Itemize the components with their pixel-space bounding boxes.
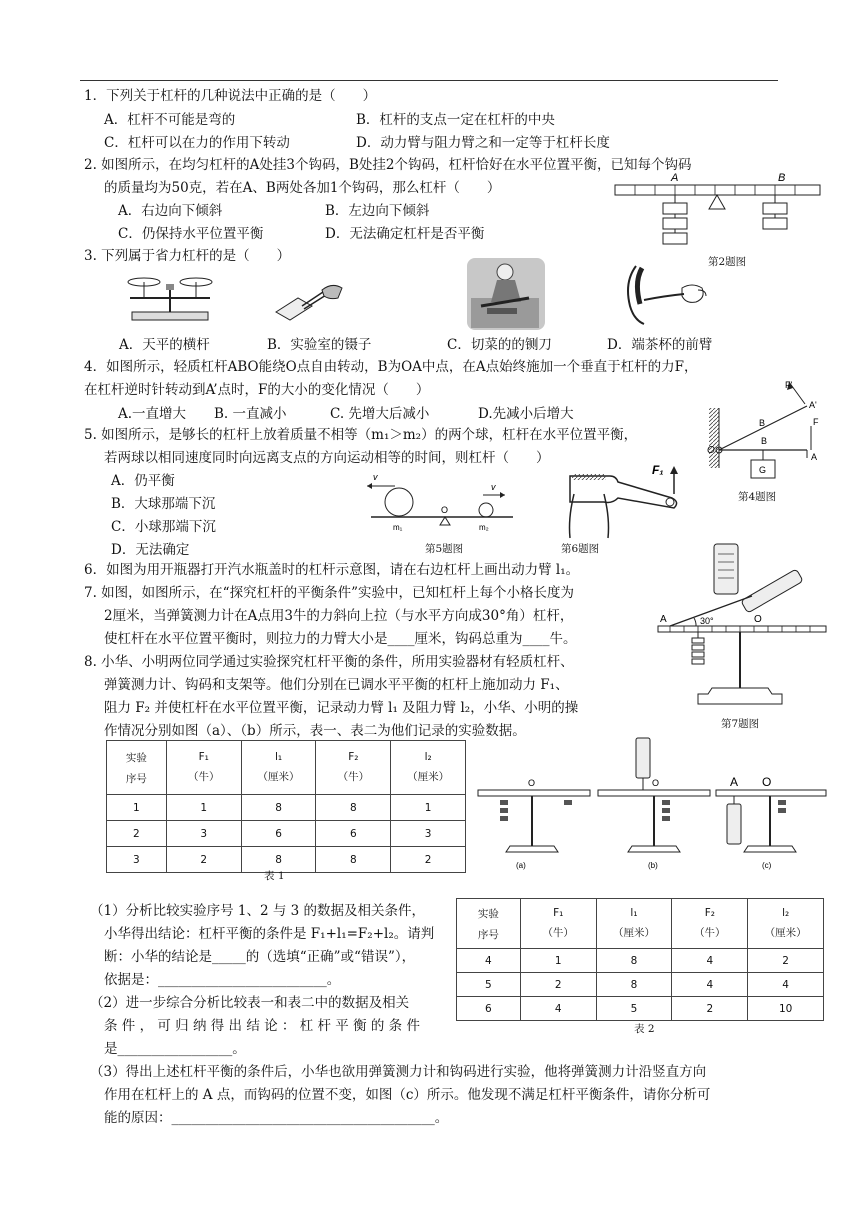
fig-c-label-a: A (730, 775, 739, 789)
hook-weight (663, 218, 687, 229)
balance-scale-image (120, 268, 220, 328)
q8-sub2-line1: （2）进一步综合分析比较表一和表二中的数据及相关 (90, 995, 410, 1011)
q6-caption: 第6题图 (561, 543, 600, 555)
q4-option-d: D.先减小后增大 (478, 406, 574, 422)
q4-stem-line1: 4．如图所示，轻质杠杆ABO能绕O点自由转动，B为OA中点，在A点始终施加一个垂直于杠杆的力F， (84, 359, 698, 375)
figure-a (478, 778, 590, 870)
q2-option-a: A．右边向下倾斜 (118, 203, 223, 219)
q7-figure (656, 542, 828, 714)
table-row: 5 2 8 4 4 (457, 973, 824, 997)
q7-label-o: O (754, 614, 762, 625)
q2-label-b: B (778, 172, 786, 184)
q1-option-b: B．杠杆的支点一定在杠杆的中央 (356, 112, 555, 128)
q8-sub3-line2: 作用在杠杆上的 A 点，而钩码的位置不变，如图（c）所示。他发现不满足杠杆平衡条件，请你分析可 (104, 1087, 711, 1103)
q2-label-a: A (671, 172, 679, 184)
q2-stem-line2: 的质量均为50克，若在A、B两处各加1个钩码，那么杠杆（ ） (104, 180, 501, 196)
q3-option-b: B．实验室的镊子 (267, 337, 372, 353)
table-row: 6 4 5 2 10 (457, 997, 824, 1021)
fig-a-label-o: O (528, 778, 536, 788)
q2-option-c: C．仍保持水平位置平衡 (118, 226, 264, 242)
q4-option-a: A.一直增大 (118, 406, 187, 422)
lever-ticks (635, 185, 795, 195)
table-2-caption: 表 2 (634, 1023, 655, 1035)
q8-sub3-line1: （3）得出上述杠杆平衡的条件后，小华也欲用弹簧测力计和钩码进行实验，他将弹簧测力计沿竖直方向 (90, 1064, 707, 1080)
q6-label-f1: F₁ (652, 463, 664, 477)
q3-option-d: D．端茶杯的前臂 (607, 337, 713, 353)
q1-option-d: D．动力臂与阻力臂之和一定等于杠杆长度 (356, 135, 610, 151)
q2-option-b: B．左边向下倾斜 (325, 203, 430, 219)
q4-figure (705, 378, 830, 486)
q5-stem-line1: 5. 如图所示，是够长的杠杆上放着质量不相等（m₁＞m₂）的两个球，杠杆在水平位置平衡， (84, 427, 638, 443)
header-seq: 实验 序号 (107, 741, 167, 795)
q8-sub2-line2: 条 件 ， 可 归 纳 得 出 结 论 ： 杠 杆 平 衡 的 条 件 (104, 1018, 420, 1034)
q5-label-v-left: v (373, 472, 378, 482)
q3-option-a: A．天平的横杆 (119, 337, 210, 353)
q4-label-o: O (707, 445, 715, 456)
q8-stem-line1: 8. 小华、小明两位同学通过实验探究杠杆平衡的条件，所用实验器材有轻质杠杆、 (84, 654, 574, 670)
q5-option-c: C．小球那端下沉 (111, 519, 216, 535)
q2-stem-line1: 2. 如图所示，在均匀杠杆的A处挂3个钩码，B处挂2个钩码，杠杆恰好在水平位置平衡，已知每个钩码 (84, 157, 692, 173)
fig-b-label-o: O (652, 778, 660, 788)
q2-option-d: D．无法确定杠杆是否平衡 (325, 226, 485, 242)
table-1 (106, 740, 466, 873)
q6-bottle-opener-figure (560, 462, 690, 540)
q7-label-angle: 30° (700, 616, 714, 626)
figure-c (716, 775, 826, 870)
q4-stem-line2: 在杠杆逆时针转动到A’点时，F的大小的变化情况（ ） (84, 382, 430, 398)
header-l2: l₂ （厘米） (391, 741, 466, 795)
q7-label-a: A (660, 614, 667, 625)
q8-sub1-line3: 断：小华的结论是_____的（选填“正确”或“错误”）， (104, 949, 416, 965)
hook-weight (663, 203, 687, 214)
fig-b-caption: (b) (648, 861, 658, 870)
fig-a-caption: (a) (516, 861, 526, 870)
table-1-caption: 表 1 (264, 870, 285, 882)
q4-label-a-prime: A' (809, 400, 817, 410)
q4-label-b-upper: B (759, 418, 766, 428)
q8-stem-line4: 作情况分别如图（a）、（b）所示，表一、表二为他们记录的实验数据。 (104, 723, 526, 739)
fig-c-label-o: O (762, 775, 772, 789)
q8-sub1-line1: （1）分析比较实验序号 1、2 与 3 的数据及相关条件， (90, 903, 426, 919)
q7-stem-line2: 2厘米，当弹簧测力计在A点用3牛的力斜向上拉（与水平方向成30°角）杠杆， (104, 608, 574, 624)
q7-caption: 第7题图 (721, 718, 760, 730)
q1-option-c: C．杠杆可以在力的作用下转动 (104, 135, 290, 151)
q5-stem-line2: 若两球以相同速度同时向远离支点的方向运动相等的时间，则杠杆（ ） (104, 450, 550, 466)
q6-stem: 6．如图为用开瓶器打开汽水瓶盖时的杠杆示意图，请在右边杠杆上画出动力臂 l₁。 (84, 562, 580, 578)
forearm-teacup-image (612, 260, 712, 328)
q5-label-o: O (441, 505, 449, 515)
q2-caption: 第2题图 (708, 256, 747, 268)
header-f1: F₁ （牛） (166, 741, 241, 795)
q7-stem-line3: 使杠杆在水平位置平衡时，则拉力的力臂大小是____厘米，钩码总重为____牛。 (104, 631, 577, 647)
q5-option-b: B．大球那端下沉 (111, 496, 216, 512)
q4-label-g: G (759, 465, 767, 475)
header-f1: F₁ （牛） (520, 899, 596, 949)
fig-c-caption: (c) (762, 861, 772, 870)
hook-weight (663, 233, 687, 244)
q1-option-a: A．杠杆不可能是弯的 (104, 112, 236, 128)
chopper-image (467, 258, 545, 330)
header-f2: F₂ （牛） (672, 899, 748, 949)
q5-option-a: A．仍平衡 (111, 473, 175, 489)
hook-weight (763, 203, 787, 214)
hook-weight (763, 218, 787, 229)
q8-stem-line2: 弹簧测力计、钩码和支架等。他们分别在已调水平平衡的杠杆上施加动力 F₁、 (104, 677, 569, 693)
q5-label-m2: m₂ (479, 523, 489, 532)
q8-sub2-line3: 是_________________。 (104, 1041, 246, 1057)
q7-stem-line1: 7. 如图，如图所示，在“探究杠杆的平衡条件”实验中，已知杠杆上每个小格长度为 (84, 585, 574, 601)
q5-caption: 第5题图 (425, 543, 464, 555)
q1-stem: 1．下列关于杠杆的几种说法中正确的是（ ） (84, 88, 377, 104)
q4-option-c: C. 先增大后减小 (330, 406, 430, 422)
q8-sub1-line4: 依据是：_________________________。 (104, 972, 341, 988)
q5-option-d: D．无法确定 (111, 542, 190, 558)
q4-label-f-prime: F' (785, 380, 793, 390)
q5-figure (365, 468, 515, 534)
table-header-row (457, 899, 824, 949)
header-f2: F₂ （牛） (316, 741, 391, 795)
header-l1: l₁ （厘米） (241, 741, 316, 795)
header-l1: l₁ （厘米） (596, 899, 672, 949)
table-2 (456, 898, 824, 1021)
table-row: 3 2 8 8 2 (107, 847, 466, 873)
q4-option-b: B. 一直减小 (214, 406, 287, 422)
table-row: 1 1 8 8 1 (107, 795, 466, 821)
table-row: 4 1 8 4 2 (457, 949, 824, 973)
q8-sub1-line2: 小华得出结论：杠杆平衡的条件是 F₁+l₁=F₂+l₂。请判 (104, 926, 435, 942)
header-seq: 实验 序号 (457, 899, 521, 949)
q4-caption: 第4题图 (738, 491, 777, 503)
table-header-row (107, 741, 466, 795)
q3-stem: 3. 下列属于省力杠杆的是（ ） (84, 248, 291, 264)
q8-figures (476, 736, 830, 872)
q8-stem-line3: 阻力 F₂ 并使杠杆在水平位置平衡，记录动力臂 l₁ 及阻力臂 l₂，小华、小明的操 (104, 700, 579, 716)
table-row: 2 3 6 6 3 (107, 821, 466, 847)
header-rule (80, 80, 778, 81)
figure-b (598, 738, 710, 870)
q4-label-f: F (813, 417, 819, 427)
pivot-triangle (709, 195, 725, 209)
q5-label-v-right: v (491, 482, 496, 492)
tweezers-image (272, 276, 347, 326)
q4-label-b: B (761, 436, 768, 446)
q8-sub3-line3: 能的原因：_______________________________________。 (104, 1110, 449, 1126)
q4-label-a: A (811, 452, 818, 462)
header-l2: l₂ （厘米） (748, 899, 824, 949)
q3-option-c: C．切菜的的铡刀 (447, 337, 552, 353)
q5-label-m1: m₁ (393, 523, 403, 532)
q2-figure (605, 168, 830, 258)
